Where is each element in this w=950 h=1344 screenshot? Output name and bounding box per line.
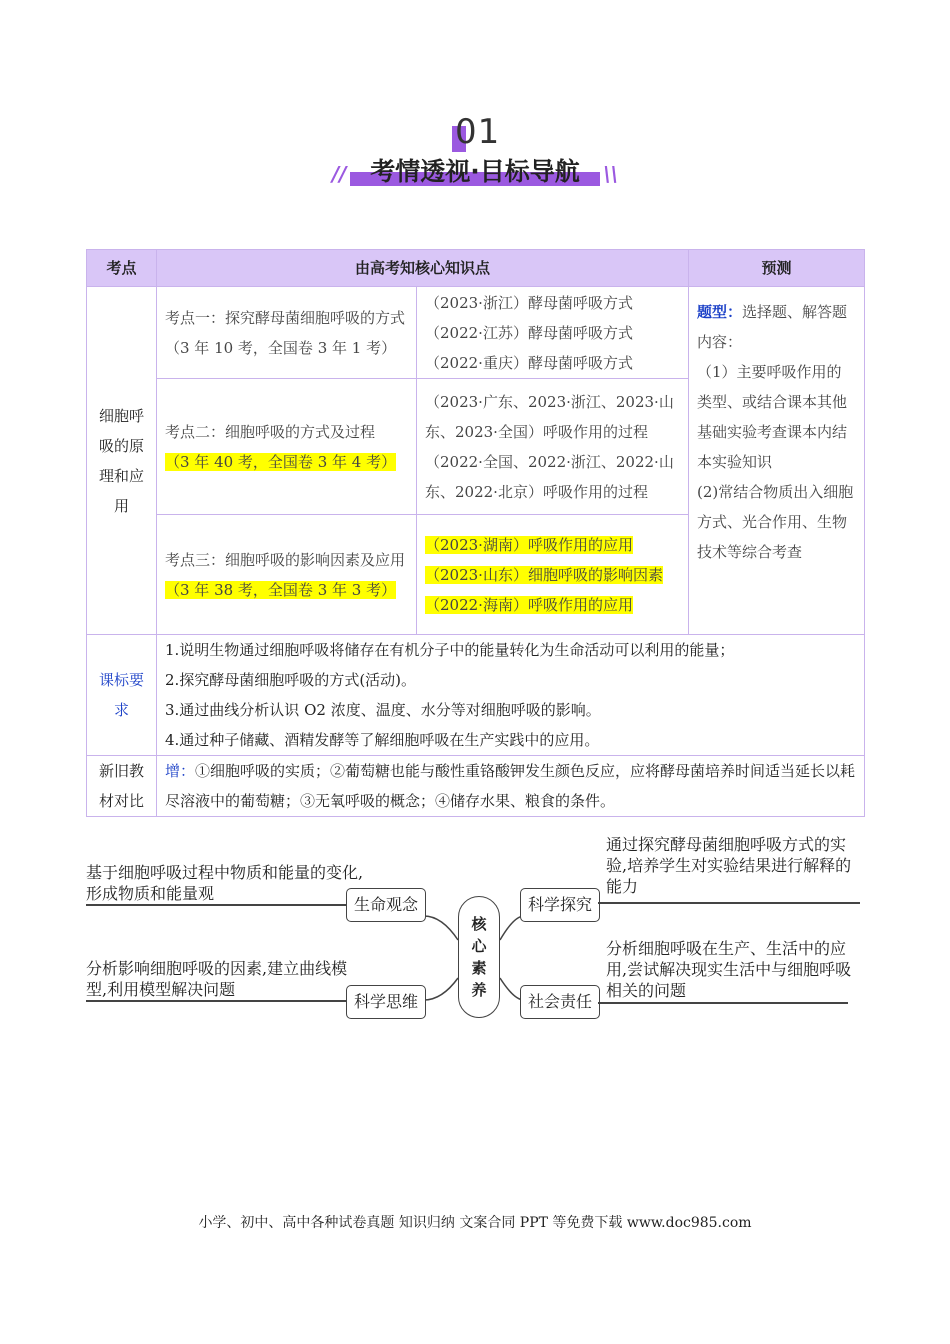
curriculum-item: 3.通过曲线分析认识 O2 浓度、温度、水分等对细胞呼吸的影响。 (165, 701, 601, 719)
slash-right-decoration: \\ (603, 162, 618, 186)
science-thinking-desc: 分析影响细胞呼吸的因素,建立曲线模型,利用模型解决问题 (86, 959, 348, 999)
question-type-value: 选择题、解答题 (742, 303, 848, 321)
exam-source-cell (417, 515, 689, 635)
exam-point-title: 考点二：细胞呼吸的方式及过程 (165, 422, 376, 441)
header-core-knowledge: 由高考知核心知识点 (157, 250, 689, 287)
comparison-row (87, 756, 865, 817)
prediction-cell (689, 287, 865, 635)
exam-source-item: （2023·湖南）呼吸作用的应用 (425, 535, 633, 554)
prediction-item-1: （1）主要呼吸作用的类型、或结合课本其他基础实验考查课本内结本实验知识 (697, 363, 848, 471)
comparison-text: ①细胞呼吸的实质；②葡萄糖也能与酸性重铬酸钾发生颜色反应，应将酵母菌培养时间适当延长以耗尽溶液中的葡萄糖；③无氧呼吸的概念；④储存水果、粮食的条件。 (165, 762, 856, 810)
comparison-label: 新旧教材对比 (87, 756, 157, 817)
exam-source-item: （2023·山东）细胞呼吸的影响因素 (425, 565, 663, 584)
content-label: 内容： (697, 333, 743, 351)
exam-source-item: （2022·重庆）酵母菌呼吸方式 (425, 353, 633, 372)
life-concept-desc: 基于细胞呼吸过程中物质和能量的变化,形成物质和能量观 (86, 863, 364, 903)
exam-point-cell (157, 287, 417, 379)
core-literacy-oval (458, 896, 500, 1018)
core-literacy-center: 核心素养 (471, 915, 487, 999)
life-concept-line (86, 904, 348, 906)
science-inquiry-desc: 通过探究酵母菌细胞呼吸方式的实验,培养学生对实验结果进行解释的能力 (606, 835, 852, 896)
slash-left-decoration: // (332, 162, 347, 186)
curriculum-item: 2.探究酵母菌细胞呼吸的方式(活动)。 (165, 671, 417, 689)
core-literacy-mindmap (86, 828, 866, 1028)
question-type-label: 题型： (697, 303, 743, 321)
social-responsibility-line (598, 1002, 848, 1004)
curriculum-item: 1.说明生物通过细胞呼吸将储存在有机分子中的能量转化为生命活动可以利用的能量； (165, 641, 735, 659)
header-prediction: 预测 (689, 250, 865, 287)
section-number: 01 (455, 112, 501, 152)
exam-analysis-table (86, 249, 865, 817)
comparison-prefix: 增： (165, 762, 196, 780)
page-footer: 小学、初中、高中各种试卷真题 知识归纳 文案合同 PPT 等免费下载 www.doc985.com (198, 1215, 752, 1231)
social-responsibility-box: 社会责任 (520, 985, 600, 1019)
exam-source-cell (417, 379, 689, 515)
section-title: 考情透视·目标导航 (370, 157, 580, 186)
curriculum-row (87, 635, 865, 756)
exam-source-cell (417, 287, 689, 379)
exam-source-item: （2022·江苏）酵母菌呼吸方式 (425, 323, 633, 342)
exam-source-item: （2023·浙江）酵母菌呼吸方式 (425, 293, 633, 312)
section-title-banner (332, 152, 618, 188)
table-row (87, 287, 865, 379)
exam-point-cell (157, 515, 417, 635)
exam-source-item: （2022·全国、2022·浙江、2022·山东、2022·北京）呼吸作用的过程 (425, 452, 674, 501)
section-header (0, 108, 950, 198)
exam-point-count: （3 年 40 考，全国卷 3 年 4 考） (165, 452, 397, 471)
curriculum-label: 课标要求 (87, 635, 157, 756)
science-thinking-box: 科学思维 (346, 985, 426, 1019)
science-thinking-line (86, 1000, 348, 1002)
table-header-row (87, 250, 865, 287)
curriculum-content (157, 635, 865, 756)
exam-point-cell (157, 379, 417, 515)
header-exam-point: 考点 (87, 250, 157, 287)
exam-point-count: （3 年 10 考，全国卷 3 年 1 考） (165, 338, 397, 357)
exam-point-title: 考点一：探究酵母菌细胞呼吸的方式 (165, 308, 406, 327)
prediction-item-2: (2)常结合物质出入细胞方式、光合作用、生物技术等综合考查 (697, 483, 854, 561)
social-responsibility-desc: 分析细胞呼吸在生产、生活中的应用,尝试解决现实生活中与细胞呼吸相关的问题 (606, 939, 852, 1000)
exam-source-item: （2023·广东、2023·浙江、2023·山东、2023·全国）呼吸作用的过程 (425, 392, 674, 441)
life-concept-box: 生命观念 (346, 888, 426, 922)
exam-source-item: （2022·海南）呼吸作用的应用 (425, 595, 633, 614)
science-inquiry-line (598, 902, 860, 904)
exam-point-count: （3 年 38 考，全国卷 3 年 3 考） (165, 580, 397, 599)
category-cell: 细胞呼吸的原理和应用 (87, 287, 157, 635)
curriculum-item: 4.通过种子储藏、酒精发酵等了解细胞呼吸在生产实践中的应用。 (165, 731, 600, 749)
exam-point-title: 考点三：细胞呼吸的影响因素及应用 (165, 550, 406, 569)
science-inquiry-box: 科学探究 (520, 888, 600, 922)
comparison-content (157, 756, 865, 817)
